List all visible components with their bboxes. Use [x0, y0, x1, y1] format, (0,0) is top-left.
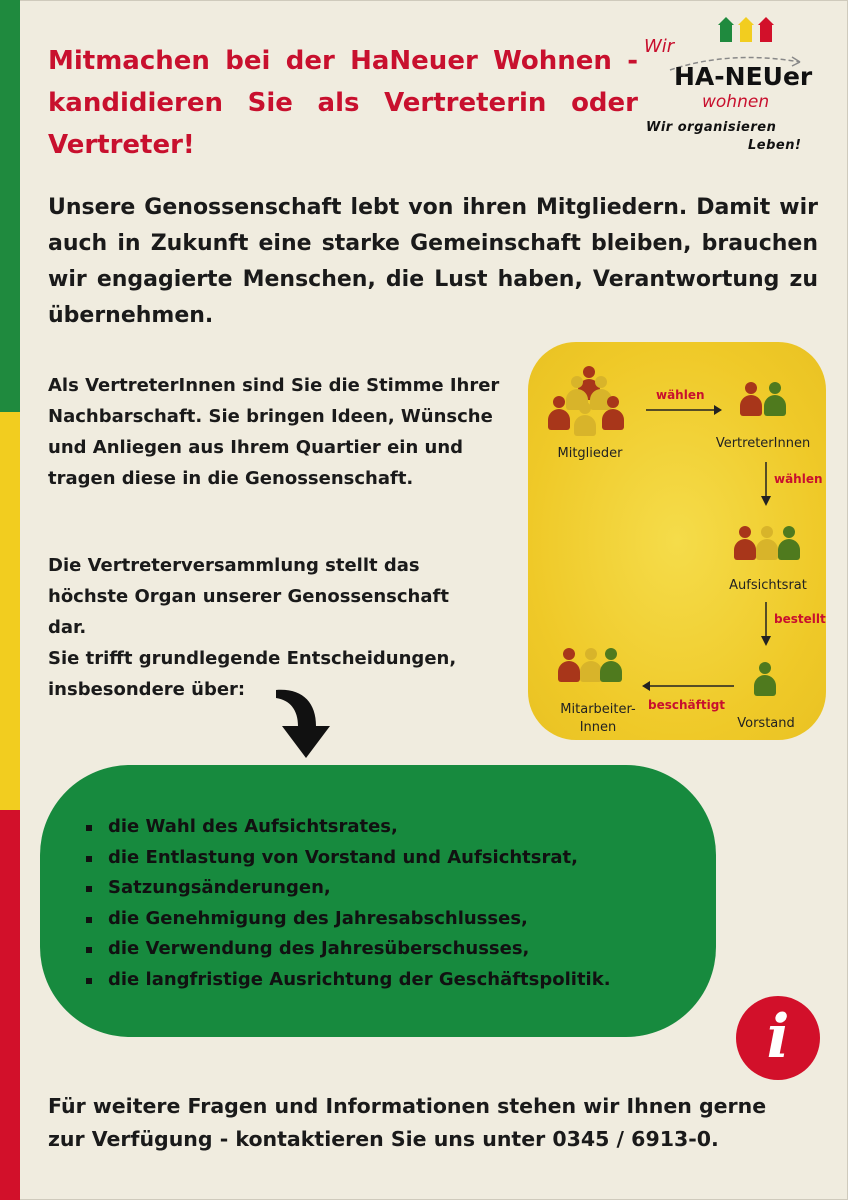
person-icon	[778, 526, 800, 560]
footer-line-1: Für weitere Fragen und Informationen stehen wir Ihnen gerne	[48, 1094, 767, 1118]
assembly-line: Die Vertreterversammlung stellt das	[48, 555, 420, 576]
intro-text: Unsere Genossenschaft lebt von ihren Mitgliedern. Damit wir auch in Zukunft eine starke Gemeinschaft bleiben, brauchen wir engagierte Menschen, die Lust haben, Verantwortung zu übernehmen.	[48, 195, 818, 328]
assembly-line: insbesondere über:	[48, 679, 246, 700]
arrow-left-icon	[640, 680, 736, 692]
logo-tagline-1: Wir organisieren	[646, 120, 777, 135]
list-item: die Entlastung von Vorstand und Aufsichtsrat,	[82, 843, 702, 874]
page-title: Mitmachen bei der HaNeuer Wohnen - kandidieren Sie als Vertreterin oder Vertreter!	[48, 46, 638, 160]
logo-tagline-2: Leben!	[748, 138, 802, 153]
person-icon	[756, 526, 778, 560]
assembly-line: dar.	[48, 617, 87, 638]
organization-diagram	[528, 342, 826, 740]
arrow-right-icon	[644, 404, 728, 416]
logo	[640, 20, 830, 160]
side-stripe-yellow	[0, 412, 20, 810]
arrow-down-icon	[760, 460, 772, 510]
person-icon	[754, 662, 776, 696]
assembly-text	[48, 550, 508, 705]
arrow-down-icon	[760, 600, 772, 650]
person-icon	[600, 648, 622, 682]
decisions-list	[82, 812, 702, 995]
label-mitglieder: Mitglieder	[557, 446, 623, 461]
logo-wir: Wir	[644, 36, 675, 57]
verb-waehlen-2: wählen	[774, 472, 823, 486]
assembly-line: Sie trifft grundlegende Entscheidungen,	[48, 648, 457, 669]
info-glyph: i	[766, 1002, 790, 1072]
person-icon	[580, 648, 602, 682]
curved-down-arrow-icon	[272, 684, 346, 762]
list-item: die Genehmigung des Jahresabschlusses,	[82, 904, 702, 935]
list-item: die langfristige Ausrichtung der Geschäftspolitik.	[82, 965, 702, 996]
logo-name: HA-NEUer	[674, 62, 813, 91]
verb-waehlen-1: wählen	[656, 388, 705, 402]
person-icon	[574, 402, 596, 436]
label-aufsichtsrat: Aufsichtsrat	[729, 578, 807, 593]
person-icon	[740, 382, 762, 416]
list-item: die Wahl des Aufsichtsrates,	[82, 812, 702, 843]
list-item: die Verwendung des Jahresüberschusses,	[82, 934, 702, 965]
contact-footer	[48, 1090, 828, 1156]
person-icon	[764, 382, 786, 416]
person-icon	[558, 648, 580, 682]
logo-wohnen: wohnen	[702, 92, 770, 112]
label-mitarbeiter-1: Mitarbeiter-	[560, 702, 636, 717]
side-stripe-green	[0, 0, 20, 412]
side-stripe-red	[0, 810, 20, 1200]
verb-bestellt: bestellt	[774, 612, 826, 626]
person-icon	[602, 396, 624, 430]
person-icon	[548, 396, 570, 430]
verb-beschaeftigt: beschäftigt	[648, 698, 726, 712]
label-vorstand: Vorstand	[737, 716, 795, 731]
assembly-line: höchste Organ unserer Genossenschaft	[48, 586, 449, 607]
list-item: Satzungsänderungen,	[82, 873, 702, 904]
label-vertreter: VertreterInnen	[715, 436, 811, 451]
footer-line-2: zur Verfügung - kontaktieren Sie uns unter 0345 / 6913-0.	[48, 1127, 719, 1151]
person-icon	[734, 526, 756, 560]
representative-text: Als VertreterInnen sind Sie die Stimme Ihrer Nachbarschaft. Sie bringen Ideen, Wünsche und Anliegen aus Ihrem Quartier ein und tragen diese in die Genossenschaft.	[48, 375, 500, 489]
label-mitarbeiter-2: Innen	[579, 720, 617, 735]
info-icon	[736, 996, 820, 1080]
